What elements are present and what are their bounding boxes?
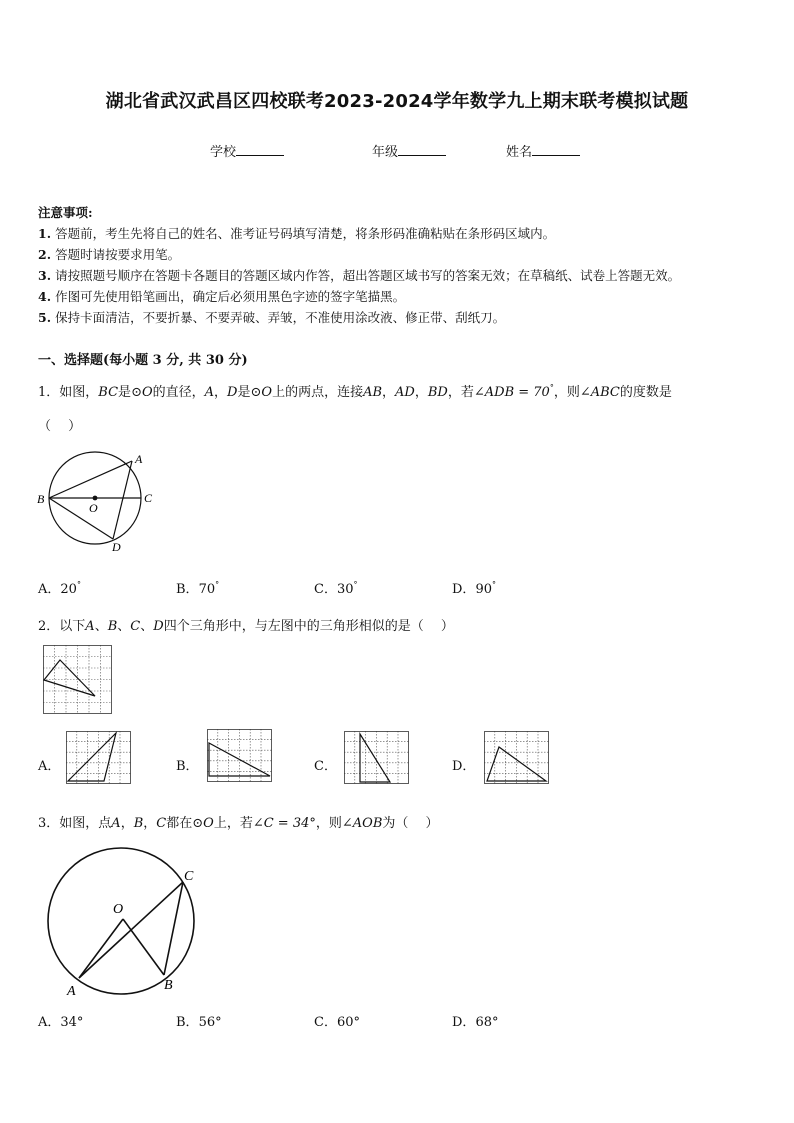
option-degree: ° bbox=[215, 580, 220, 589]
q-text: 如图， bbox=[59, 385, 99, 400]
q-math: A bbox=[204, 385, 215, 400]
option-b[interactable] bbox=[176, 1011, 222, 1030]
question-2-stem bbox=[38, 615, 454, 634]
q-text: 为（ ） bbox=[382, 816, 439, 831]
option-letter: D． bbox=[452, 1015, 476, 1030]
option-value: 20 bbox=[60, 582, 77, 597]
name-blank[interactable] bbox=[532, 143, 580, 156]
option-c[interactable] bbox=[314, 578, 358, 597]
note-num: 4. bbox=[38, 289, 52, 304]
option-d[interactable]: D． bbox=[452, 759, 476, 774]
option-d[interactable] bbox=[452, 1011, 498, 1030]
note-item bbox=[38, 266, 680, 284]
label-o: O bbox=[89, 501, 98, 515]
label-d: D bbox=[112, 540, 121, 554]
option-b-figure[interactable] bbox=[207, 729, 273, 783]
q-text: 以下 bbox=[59, 619, 86, 634]
center-point bbox=[93, 496, 98, 501]
option-letter: C． bbox=[314, 582, 337, 597]
grade-field bbox=[372, 141, 446, 160]
q-math: ⊙O bbox=[131, 385, 153, 400]
option-value: 68° bbox=[475, 1015, 499, 1030]
segment-oa bbox=[79, 919, 123, 978]
q-math: C bbox=[156, 816, 167, 831]
q-math: AD bbox=[395, 385, 415, 400]
option-c[interactable]: C． bbox=[314, 759, 337, 774]
q-text: ， bbox=[382, 385, 396, 400]
note-text: 保持卡面清洁，不要折暴、不要弄破、弄皱，不准使用涂改液、修正带、刮纸刀。 bbox=[55, 310, 506, 325]
option-letter: B． bbox=[176, 1015, 199, 1030]
option-value: 56° bbox=[198, 1015, 222, 1030]
q-text: 如图，点 bbox=[59, 816, 112, 831]
q-text: 、 bbox=[140, 619, 154, 634]
option-d[interactable] bbox=[452, 578, 496, 597]
label-c: C bbox=[144, 491, 153, 505]
question-3-figure bbox=[40, 842, 210, 1000]
note-num: 2. bbox=[38, 247, 52, 262]
option-c-figure[interactable] bbox=[344, 731, 410, 785]
q-text: 上，若 bbox=[213, 816, 253, 831]
option-a-figure[interactable] bbox=[66, 731, 132, 785]
q-math: A bbox=[85, 619, 95, 634]
question-3-stem bbox=[38, 812, 439, 831]
q-math: BD bbox=[427, 385, 448, 400]
q-text: ，则 bbox=[315, 816, 342, 831]
q-math: ∠ABC bbox=[579, 385, 620, 400]
option-b[interactable]: B． bbox=[176, 759, 199, 774]
grade-label: 年级 bbox=[372, 145, 399, 160]
q-math: ∠AOB bbox=[341, 816, 383, 831]
option-value: 70 bbox=[198, 582, 216, 597]
question-number: 2． bbox=[38, 619, 60, 634]
note-num: 1. bbox=[38, 226, 52, 241]
label-o: O bbox=[113, 902, 124, 917]
school-field bbox=[210, 141, 284, 160]
note-text: 作图可先使用铅笔画出，确定后必须用黑色字迹的签字笔描黑。 bbox=[55, 289, 406, 304]
q-text: ，若 bbox=[447, 385, 474, 400]
q-math: D bbox=[153, 619, 164, 634]
school-blank[interactable] bbox=[236, 143, 284, 156]
segment-ac bbox=[79, 882, 183, 978]
q-text: 都在 bbox=[166, 816, 193, 831]
q-math: D bbox=[227, 385, 238, 400]
name-field bbox=[506, 141, 580, 160]
option-degree: ° bbox=[491, 580, 496, 589]
grade-blank[interactable] bbox=[398, 143, 446, 156]
question-number: 1． bbox=[38, 385, 60, 400]
question-1-stem bbox=[38, 381, 672, 400]
page-title: 湖北省武汉武昌区四校联考2023-2024学年数学九上期末联考模拟试题 bbox=[105, 91, 689, 112]
triangle-c bbox=[360, 734, 390, 782]
label-a: A bbox=[135, 452, 143, 466]
q-text: 的直径， bbox=[152, 385, 205, 400]
reference-triangle-grid bbox=[43, 645, 113, 715]
note-text: 答题前，考生先将自己的姓名、准考证号码填写清楚，将条形码准确粘贴在条形码区域内。 bbox=[55, 226, 556, 241]
q-text: 是 bbox=[237, 385, 251, 400]
q-text: ，则 bbox=[553, 385, 580, 400]
school-label: 学校 bbox=[210, 145, 237, 160]
note-item bbox=[38, 308, 505, 326]
note-item bbox=[38, 224, 555, 242]
segment-ad bbox=[113, 461, 132, 539]
q-math: B bbox=[107, 619, 118, 634]
q-text: 四个三角形中，与左图中的三角形相似的是（ ） bbox=[163, 619, 454, 634]
option-value: 30 bbox=[336, 582, 354, 597]
q-math: BC bbox=[98, 385, 119, 400]
q-text: 是 bbox=[118, 385, 132, 400]
q-text: 、 bbox=[94, 619, 108, 634]
option-letter: A． bbox=[38, 582, 61, 597]
q-text: ， bbox=[214, 385, 228, 400]
option-degree: ° bbox=[353, 580, 358, 589]
option-value: 90 bbox=[475, 582, 492, 597]
q-math: ⊙O bbox=[192, 816, 214, 831]
segment-bd bbox=[49, 498, 113, 539]
option-d-figure[interactable] bbox=[484, 731, 550, 785]
question-1-figure bbox=[34, 446, 159, 556]
q-text: 上的两点，连接 bbox=[272, 385, 364, 400]
option-c[interactable] bbox=[314, 1011, 360, 1030]
option-value: 34° bbox=[60, 1015, 84, 1030]
q-math: C bbox=[130, 619, 141, 634]
q-math: AB bbox=[363, 385, 383, 400]
triangle-a bbox=[68, 733, 116, 781]
label-b: B bbox=[37, 492, 45, 506]
q-text: 、 bbox=[117, 619, 131, 634]
option-b[interactable] bbox=[176, 578, 219, 597]
q-math: ° bbox=[549, 383, 554, 392]
label-c: C bbox=[184, 869, 194, 884]
q-text: ， bbox=[143, 816, 157, 831]
q-text: 的度数是 bbox=[619, 385, 672, 400]
option-value: 60° bbox=[336, 1015, 360, 1030]
name-label: 姓名 bbox=[506, 145, 533, 160]
note-text: 答题时请按要求用笔。 bbox=[55, 247, 181, 262]
q-text: ， bbox=[120, 816, 134, 831]
answer-parentheses: （ ） bbox=[38, 419, 82, 434]
note-item bbox=[38, 245, 180, 263]
note-num: 5. bbox=[38, 310, 52, 325]
segment-ob bbox=[123, 919, 164, 975]
label-a: A bbox=[67, 984, 76, 999]
q-text: ， bbox=[414, 385, 428, 400]
option-letter: C． bbox=[314, 1015, 337, 1030]
option-degree: ° bbox=[76, 580, 81, 589]
section-heading: 一、选择题(每小题 3 分, 共 30 分) bbox=[38, 353, 248, 368]
option-a[interactable] bbox=[38, 578, 81, 597]
note-text: 请按照题号顺序在答题卡各题目的答题区域内作答，超出答题区域书写的答案无效；在草稿纸、试卷上答题无效。 bbox=[55, 268, 681, 283]
note-item bbox=[38, 287, 405, 305]
option-letter: D． bbox=[452, 582, 476, 597]
option-letter: A． bbox=[38, 1015, 61, 1030]
q-math: A bbox=[111, 816, 121, 831]
reference-triangle bbox=[44, 660, 95, 696]
option-a[interactable]: A． bbox=[38, 759, 61, 774]
q-math: ⊙O bbox=[250, 385, 273, 400]
label-b: B bbox=[164, 978, 173, 993]
grid bbox=[43, 645, 112, 714]
option-a[interactable] bbox=[38, 1011, 83, 1030]
notes-heading: 注意事项: bbox=[38, 205, 93, 220]
q-math: B bbox=[133, 816, 144, 831]
note-num: 3. bbox=[38, 268, 52, 283]
question-number: 3． bbox=[38, 816, 60, 831]
option-letter: B． bbox=[176, 582, 199, 597]
q-math: ∠ADB = 70 bbox=[473, 385, 550, 400]
q-math: ∠C = 34° bbox=[252, 816, 316, 831]
